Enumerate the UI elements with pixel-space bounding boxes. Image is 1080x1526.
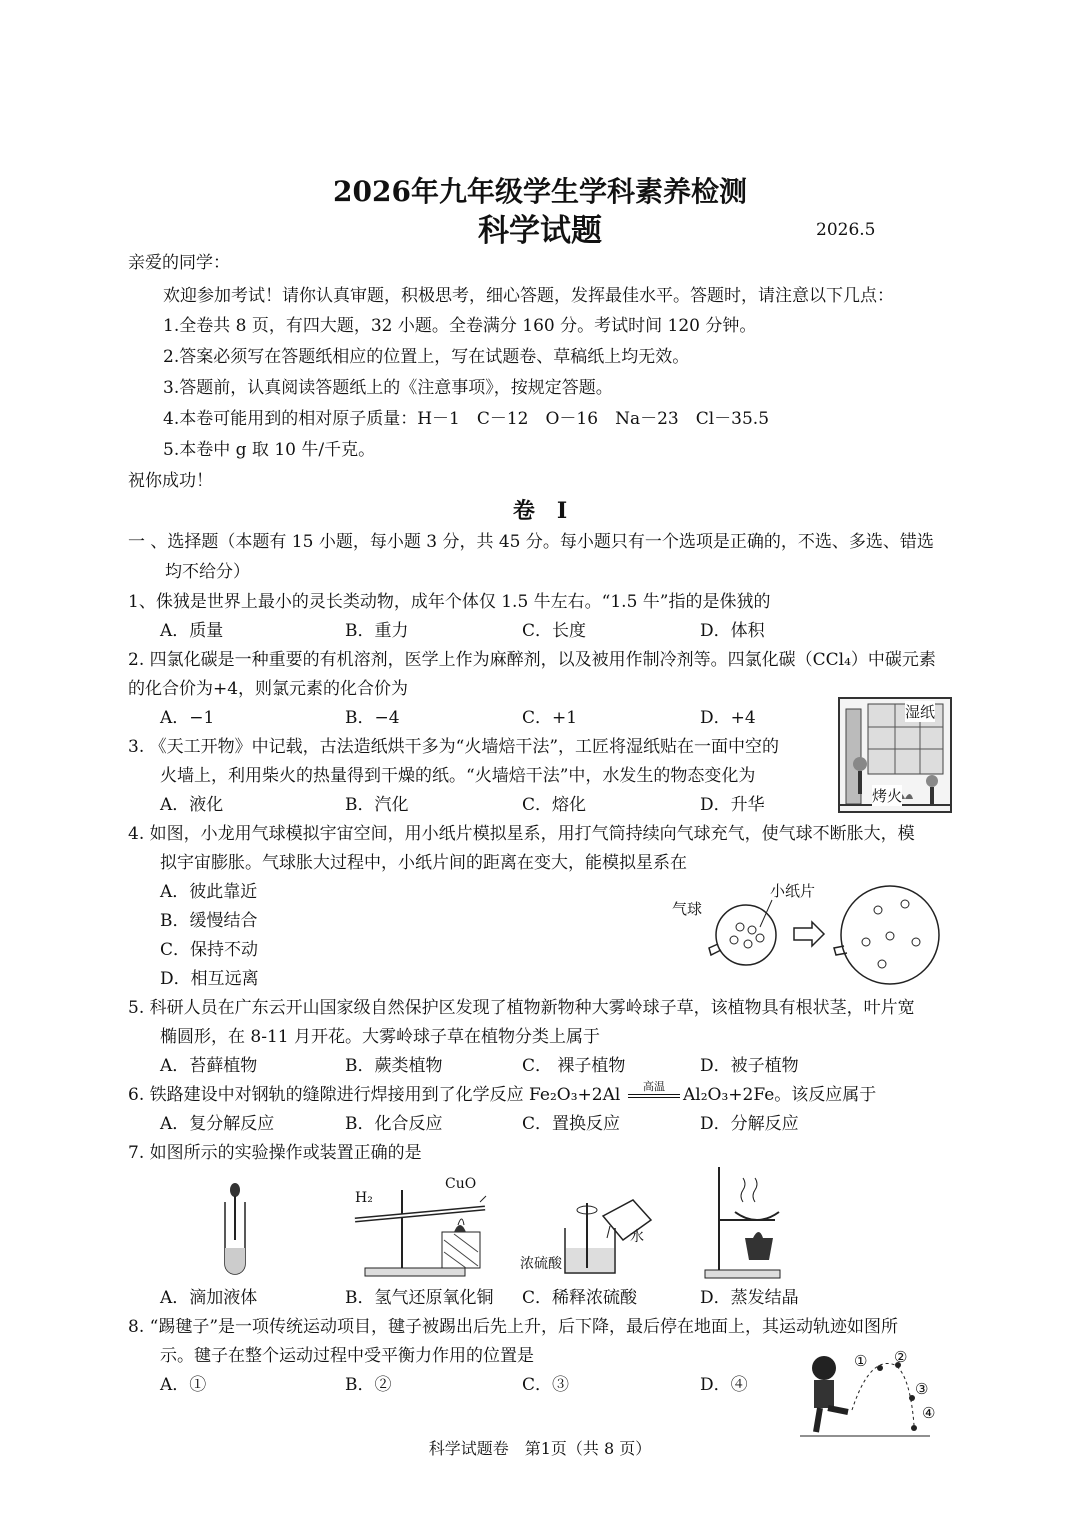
q8-option-c[interactable]: C．③ — [522, 1375, 570, 1395]
balloon-diagram — [700, 880, 960, 980]
position-2-label: ② — [894, 1348, 908, 1366]
q1-option-a[interactable]: A．质量 — [160, 621, 224, 641]
position-4-label: ④ — [922, 1404, 936, 1422]
q3-option-c[interactable]: C．熔化 — [522, 795, 587, 815]
exam-date: 2026.5 — [816, 220, 876, 240]
note-2: 2.答案必须写在答题纸相应的位置上，写在试题卷、草稿纸上均无效。 — [163, 347, 690, 367]
q7-option-a[interactable]: A．滴加液体 — [160, 1288, 258, 1308]
q5-option-d[interactable]: D．被子植物 — [700, 1056, 799, 1076]
fire-label: 烤火 — [872, 787, 903, 805]
note-4: 4.本卷可能用到的相对原子质量：H－1 C－12 O－16 Na－23 Cl－35.5 — [163, 409, 770, 429]
note-5: 5.本卷中 g 取 10 牛/千克。 — [163, 440, 376, 460]
q1-option-d[interactable]: D．体积 — [700, 621, 765, 641]
q4-option-b[interactable]: B．缓慢结合 — [160, 911, 258, 931]
q7-option-c[interactable]: C．稀释浓硫酸 — [522, 1288, 638, 1308]
greeting: 亲爱的同学： — [128, 253, 230, 273]
q5-option-a[interactable]: A．苔藓植物 — [160, 1056, 258, 1076]
q2-option-d[interactable]: D．+4 — [700, 708, 756, 728]
exam-subtitle: 科学试题 — [478, 213, 602, 249]
section-title: 卷 I — [512, 498, 568, 524]
q4-option-a[interactable]: A．彼此靠近 — [160, 882, 258, 902]
reaction-condition: 高温 — [643, 1080, 665, 1093]
wet-paper-label: 湿纸 — [905, 703, 936, 721]
q8-stem-cont: 示。毽子在整个运动过程中受平衡力作用的位置是 — [160, 1346, 534, 1366]
q4-stem-cont: 拟宇宙膨胀。气球胀大过程中，小纸片间的距离在变大，能模拟星系在 — [160, 853, 687, 873]
q2-option-b[interactable]: B．−4 — [345, 708, 400, 728]
dropper-testtube-diagram — [215, 1182, 255, 1282]
q3-option-d[interactable]: D．升华 — [700, 795, 765, 815]
q1-option-b[interactable]: B．重力 — [345, 621, 409, 641]
q2-stem: 2. 四氯化碳是一种重要的有机溶剂，医学上作为麻醉剂，以及被用作制冷剂等。四氯化碳（CCl₄）中碳元素 — [128, 650, 936, 670]
kiln-illustration — [838, 697, 952, 813]
note-1: 1.全卷共 8 页，有四大题，32 小题。全卷满分 160 分。考试时间 120 分钟。 — [163, 316, 757, 336]
q6-option-b[interactable]: B．化合反应 — [345, 1114, 443, 1134]
q7-stem: 7. 如图所示的实验操作或装置正确的是 — [128, 1143, 422, 1163]
q3-option-a[interactable]: A．液化 — [160, 795, 224, 815]
position-3-label: ③ — [915, 1380, 929, 1398]
q5-option-c[interactable]: C． 裸子植物 — [522, 1056, 626, 1076]
q4-option-d[interactable]: D．相互远离 — [160, 969, 259, 989]
q5-option-b[interactable]: B．蕨类植物 — [345, 1056, 443, 1076]
q6-stem-cont: Al₂O₃+2Fe。该反应属于 — [683, 1085, 877, 1105]
water-label: 水 — [630, 1229, 644, 1245]
q6-stem: 6. 铁路建设中对钢轨的缝隙进行焊接用到了化学反应 Fe₂O₃+2Al — [128, 1085, 621, 1105]
evaporation-diagram — [705, 1162, 785, 1282]
q8-option-b[interactable]: B．② — [345, 1375, 392, 1395]
q5-stem-cont: 椭圆形，在 8-11 月开花。大雾岭球子草在植物分类上属于 — [160, 1027, 600, 1047]
q8-stem: 8. “踢毽子”是一项传统运动项目，毽子被踢出后先上升，后下降，最后停在地面上，其运动轨迹如图所 — [128, 1317, 899, 1337]
balloon-label: 气球 — [672, 900, 703, 918]
q6-option-c[interactable]: C．置换反应 — [522, 1114, 621, 1134]
q2-stem-cont: 的化合价为+4，则氯元素的化合价为 — [128, 679, 409, 699]
note-3: 3.答题前，认真阅读答题纸上的《注意事项》，按规定答题。 — [163, 378, 613, 398]
q3-stem-cont: 火墙上，利用柴火的热量得到干燥的纸。“火墙焙干法”中，水发生的物态变化为 — [160, 766, 756, 786]
acid-label: 浓硫酸 — [520, 1256, 562, 1272]
paper-piece-label: 小纸片 — [770, 882, 816, 900]
closing: 祝你成功！ — [128, 471, 213, 491]
section-heading-cont: 均不给分） — [165, 562, 250, 582]
q6-option-d[interactable]: D．分解反应 — [700, 1114, 799, 1134]
q8-option-a[interactable]: A．① — [160, 1375, 207, 1395]
q1-stem: 1、侏狨是世界上最小的灵长类动物，成年个体仅 1.5 牛左右。“1.5 牛”指的是侏狨的 — [128, 592, 771, 612]
q3-option-b[interactable]: B．汽化 — [345, 795, 409, 815]
q7-option-d[interactable]: D．蒸发结晶 — [700, 1288, 799, 1308]
q5-stem: 5. 科研人员在广东云开山国家级自然保护区发现了植物新物种大雾岭球子草，该植物具有根状茎，叶片宽 — [128, 998, 915, 1018]
q7-option-b[interactable]: B．氢气还原氧化铜 — [345, 1288, 494, 1308]
q4-option-c[interactable]: C．保持不动 — [160, 940, 259, 960]
q8-option-d[interactable]: D．④ — [700, 1375, 748, 1395]
h2-label: H₂ — [355, 1190, 373, 1206]
position-1-label: ① — [854, 1352, 868, 1370]
reaction-equals-sign — [628, 1094, 680, 1098]
q2-option-c[interactable]: C．+1 — [522, 708, 578, 728]
q3-stem: 3. 《天工开物》中记载，古法造纸烘干多为“火墙焙干法”，工匠将湿纸贴在一面中空的 — [128, 737, 780, 757]
q1-option-c[interactable]: C．长度 — [522, 621, 587, 641]
page-footer: 科学试题卷 第1页（共 8 页） — [428, 1439, 652, 1458]
q2-option-a[interactable]: A．−1 — [160, 708, 215, 728]
q6-option-a[interactable]: A．复分解反应 — [160, 1114, 275, 1134]
section-heading: 一 、选择题（本题有 15 小题，每小题 3 分，共 45 分。每小题只有一个选项是正确的，不选、多选、错选 — [128, 532, 934, 552]
welcome-text: 欢迎参加考试！请你认真审题，积极思考，细心答题，发挥最佳水平。答题时，请注意以下几点： — [163, 286, 894, 306]
q4-stem: 4. 如图，小龙用气球模拟宇宙空间，用小纸片模拟星系，用打气筒持续向气球充气，使气球不断胀大，模 — [128, 824, 915, 844]
cuo-label: CuO — [445, 1176, 477, 1192]
dilute-acid-diagram — [555, 1198, 665, 1278]
exam-title: 2026年九年级学生学科素养检测 — [333, 175, 747, 208]
